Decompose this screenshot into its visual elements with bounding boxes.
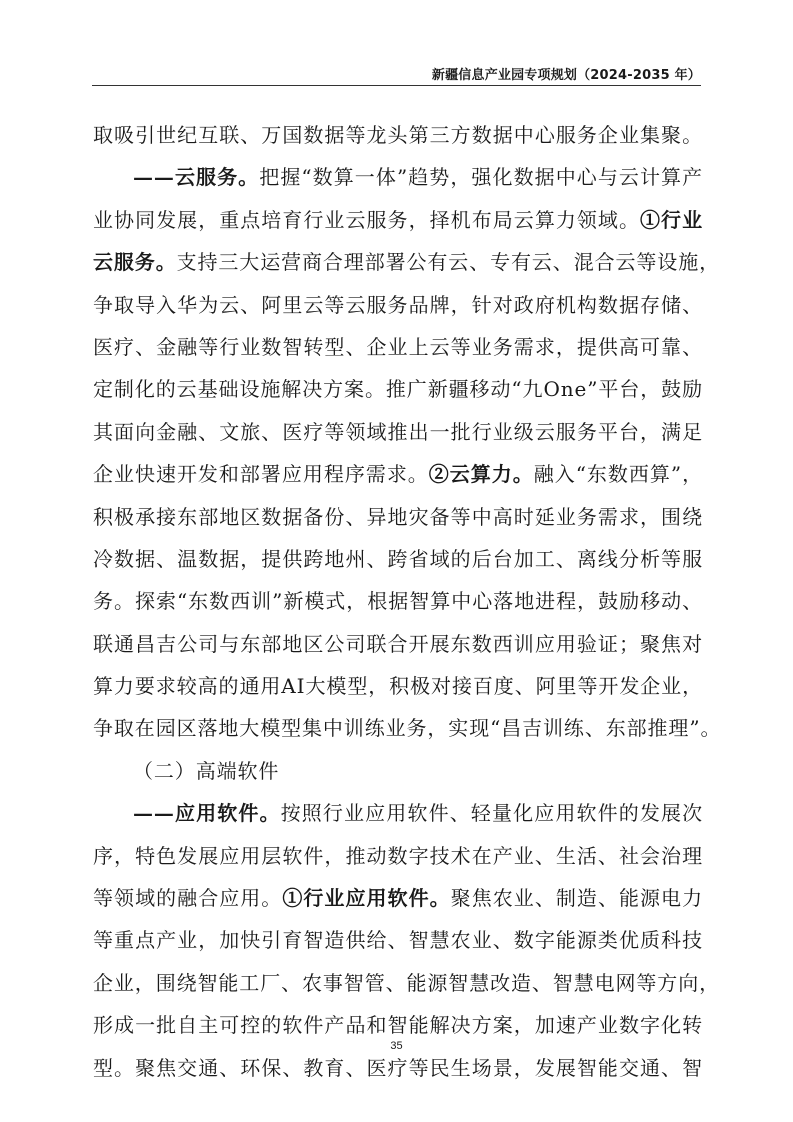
body-text: 医疗、金融等行业数智转型、企业上云等业务需求，提供高可靠、: [93, 334, 703, 359]
text-line: [93, 750, 703, 792]
text-line: [93, 1047, 703, 1089]
body-text: 企业快速开发和部署应用程序需求。: [93, 462, 429, 487]
body-text: 积极承接东部地区数据备份、异地灾备等中高时延业务需求，围绕: [93, 504, 703, 529]
text-line: [93, 199, 703, 241]
body-text: 定制化的云基础设施解决方案。推广新疆移动“九One”平台，鼓励: [93, 377, 703, 402]
body-text: 企业，围绕智能工厂、农事智管、能源智慧改造、智慧电网等方向，: [93, 970, 720, 995]
body-text: 业协同发展，重点培育行业云服务，择机布局云算力领域。: [93, 207, 641, 232]
body-text: 形成一批自主可控的软件产品和智能解决方案，加速产业数字化转: [93, 1013, 703, 1038]
body-text: 务。探索“东数西训”新模式，根据智算中心落地进程，鼓励移动、: [93, 589, 703, 614]
body-text: 算力要求较高的通用AI大模型，积极对接百度、阿里等开发企业，: [93, 674, 703, 699]
header-divider: [92, 85, 701, 86]
body-text: 等领域的融合应用。: [93, 886, 283, 911]
body-text: 融入“东数西算”，: [533, 462, 703, 487]
body-text: 联通昌吉公司与东部地区公司联合开展东数西训应用验证；聚焦对: [93, 631, 703, 656]
document-body: [93, 114, 722, 1089]
body-text: 按照行业应用软件、轻量化应用软件的发展次: [280, 801, 703, 826]
text-line: [93, 241, 721, 283]
text-line: [93, 623, 703, 665]
bold-heading-text: ——云服务。: [133, 165, 260, 190]
body-text: 支持三大运营商合理部署公有云、专有云、混合云等设施，: [176, 250, 721, 275]
running-header-title: 新疆信息产业园专项规划（2024-2035 年）: [431, 68, 701, 83]
text-line: [93, 792, 703, 834]
body-text: 等重点产业，加快引育智造供给、智慧农业、数字能源类优质科技: [93, 928, 703, 953]
body-text: 其面向金融、文旅、医疗等领域推出一批行业级云服务平台，满足: [93, 419, 703, 444]
text-line: [93, 962, 720, 1004]
text-line: [93, 156, 703, 198]
text-line: [93, 284, 703, 326]
bold-heading-text: ②云算力。: [428, 462, 534, 487]
text-line: [93, 368, 703, 410]
text-line: [93, 496, 703, 538]
text-line: [93, 580, 703, 622]
text-line: [93, 665, 703, 707]
text-line: [93, 453, 703, 495]
bold-heading-text: ①行业: [640, 207, 703, 232]
bold-heading-text: ——应用软件。: [133, 801, 281, 826]
text-line: [93, 538, 703, 580]
body-text: 取吸引世纪互联、万国数据等龙头第三方数据中心服务企业集聚。: [93, 123, 703, 147]
body-text: 冷数据、温数据，提供跨地州、跨省域的后台加工、离线分析等服: [93, 546, 703, 571]
body-text: 序，特色发展应用层软件，推动数字技术在产业、生活、社会治理: [93, 843, 703, 868]
text-line: [93, 114, 703, 156]
text-line: [93, 326, 703, 368]
body-text: （二）高端软件: [133, 758, 280, 783]
text-line: [93, 919, 703, 961]
body-text: 把握“数算一体”趋势，强化数据中心与云计算产: [259, 165, 704, 190]
body-text: 争取在园区落地大模型集中训练业务，实现“昌吉训练、东部推理”。: [93, 716, 722, 741]
text-line: [93, 707, 722, 749]
bold-heading-text: ①行业应用软件。: [282, 886, 451, 911]
text-line: [93, 411, 703, 453]
bold-heading-text: 云服务。: [93, 250, 177, 275]
text-line: [93, 877, 703, 919]
body-text: 聚焦农业、制造、能源电力: [450, 886, 703, 911]
body-text: 型。聚焦交通、环保、教育、医疗等民生场景，发展智能交通、智: [93, 1055, 703, 1080]
page-number: 35: [390, 1040, 403, 1052]
text-line: [93, 835, 703, 877]
body-text: 争取导入华为云、阿里云等云服务品牌，针对政府机构数据存储、: [93, 292, 703, 317]
